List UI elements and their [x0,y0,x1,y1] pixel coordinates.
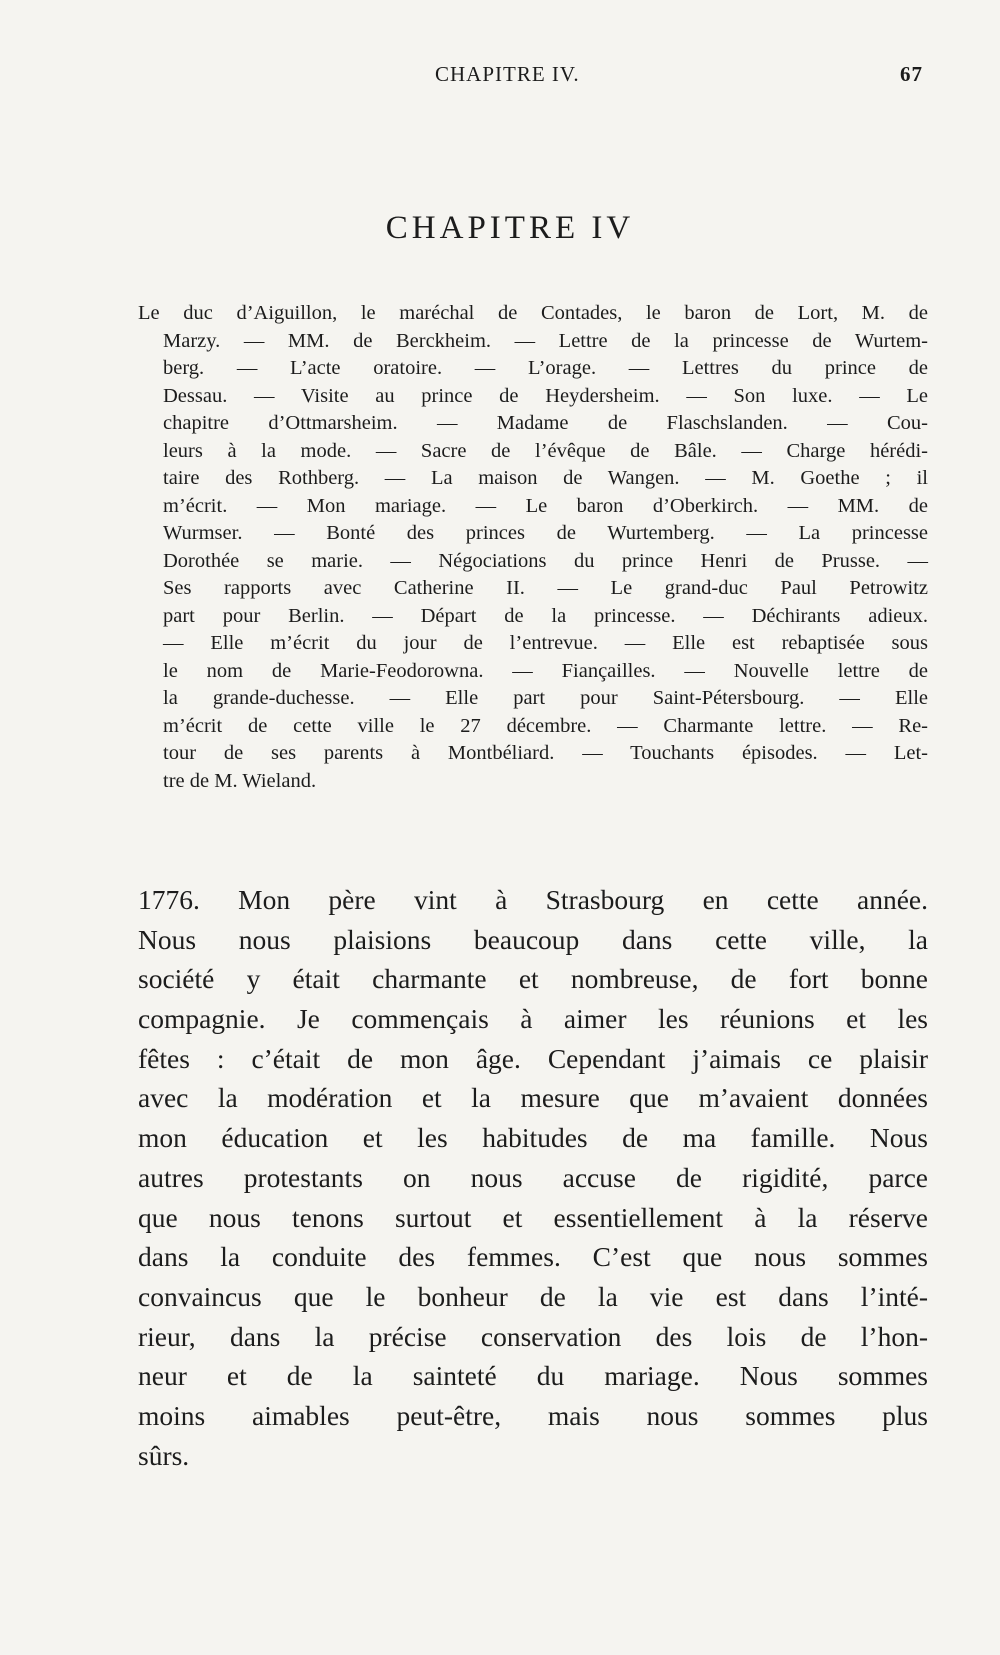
body-line: moins aimables peut-être, mais nous sommes plus [138,1399,928,1431]
summary-line: Dessau. — Visite au prince de Heydersheim. — Son luxe. — Le [163,384,928,407]
page-number: 67 [900,62,923,86]
body-line: avec la modération et la mesure que m’avaient données [138,1082,928,1114]
body-line: compagnie. Je commençais à aimer les réunions et les [138,1003,928,1035]
body-paragraph [138,880,928,1475]
body-line: rieur, dans la précise conservation des lois de l’hon- [138,1320,928,1352]
chapter-summary [138,300,928,795]
summary-line: taire des Rothberg. — La maison de Wangen. — M. Goethe ; il [163,467,928,489]
summary-line: berg. — L’acte oratoire. — L’orage. — Lettres du prince de [163,357,928,379]
body-line: autres protestants on nous accuse de rigidité, parce [138,1161,928,1193]
body-line: dans la conduite des femmes. C’est que nous sommes [138,1241,928,1273]
summary-line: Wurmser. — Bonté des princes de Wurtemberg. — La princesse [163,522,928,544]
body-line: neur et de la sainteté du mariage. Nous sommes [138,1360,928,1392]
summary-line: m’écrit. — Mon mariage. — Le baron d’Oberkirch. — MM. de [163,494,928,517]
body-line: convaincus que le bonheur de la vie est dans l’inté- [138,1280,928,1312]
summary-line: Ses rapports avec Catherine II. — Le grand-duc Paul Petrowitz [163,577,928,599]
body-line: société y était charmante et nombreuse, de fort bonne [138,963,928,995]
summary-line: — Elle m’écrit du jour de l’entrevue. — Elle est rebaptisée sous [163,632,928,654]
summary-line: Marzy. — MM. de Berckheim. — Lettre de la princesse de Wurtem- [163,329,928,352]
body-line: sûrs. [138,1439,190,1471]
summary-line: Dorothée se marie. — Négociations du prince Henri de Prusse. — [163,549,928,572]
running-title: CHAPITRE IV. [435,62,580,86]
summary-line: chapitre d’Ottmarsheim. — Madame de Flaschslanden. — Cou- [163,412,928,434]
summary-line: m’écrit de cette ville le 27 décembre. — Charmante lettre. — Re- [163,714,928,737]
body-line: 1776. Mon père vint à Strasbourg en cette année. [138,884,928,915]
summary-line: la grande-duchesse. — Elle part pour Saint-Pétersbourg. — Elle [163,687,928,709]
body-line: fêtes : c’était de mon âge. Cependant j’aimais ce plaisir [138,1042,928,1074]
summary-line: le nom de Marie-Feodorowna. — Fiançailles. — Nouvelle lettre de [163,659,928,682]
summary-line: leurs à la mode. — Sacre de l’évêque de Bâle. — Charge hérédi- [163,439,928,462]
chapter-title: CHAPITRE IV [385,210,635,246]
body-line: que nous tenons surtout et essentiellement à la réserve [138,1201,928,1233]
body-line: Nous nous plaisions beaucoup dans cette ville, la [138,923,928,955]
summary-line: tour de ses parents à Montbéliard. — Touchants épisodes. — Let- [163,742,928,764]
running-head [0,62,1000,92]
summary-line: Le duc d’Aiguillon, le maréchal de Contades, le baron de Lort, M. de [138,302,928,324]
body-line: mon éducation et les habitudes de ma famille. Nous [138,1122,928,1154]
summary-line: part pour Berlin. — Départ de la princesse. — Déchirants adieux. [163,604,928,627]
summary-line: tre de M. Wieland. [163,769,317,792]
